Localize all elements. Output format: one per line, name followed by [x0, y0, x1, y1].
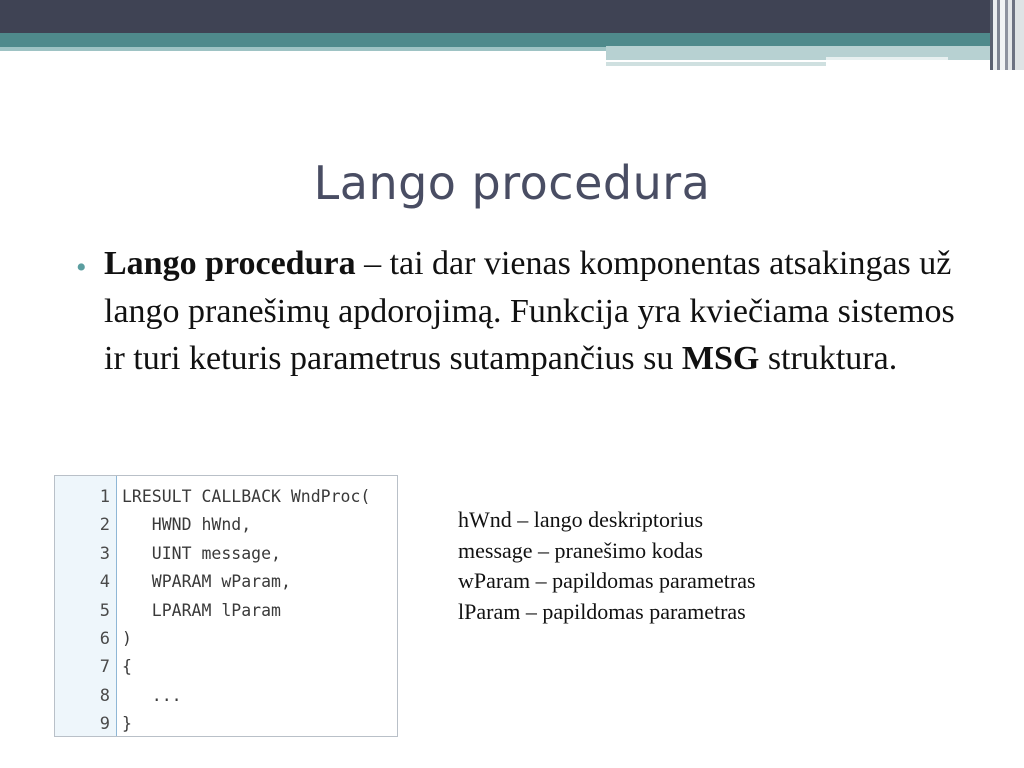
bullet-term: Lango procedura: [104, 245, 356, 282]
header-band-dark: [0, 0, 1024, 33]
parameter-item: hWnd – lango deskriptorius: [458, 507, 704, 532]
line-number: 1: [99, 487, 110, 507]
line-number: 5: [99, 600, 110, 621]
code-line: HWND hWnd,: [122, 515, 252, 535]
parameter-item: message – pranešimo kodas: [458, 537, 703, 563]
line-number: 7: [99, 657, 110, 678]
code-line: WPARAM wParam,: [122, 572, 291, 592]
code-line: LPARAM lParam: [122, 600, 281, 620]
bullet-list: [76, 240, 956, 383]
header-band-teal: [0, 33, 1024, 47]
code-line: ...: [122, 685, 182, 705]
header-stripes: [990, 0, 1024, 70]
parameter-item: wParam – papildomas parametras: [458, 568, 756, 593]
bullet-text-end: struktura.: [759, 340, 898, 377]
line-number: 3: [99, 543, 110, 564]
line-number: 8: [99, 685, 110, 706]
code-line: {: [122, 657, 132, 677]
line-number-gutter: [55, 476, 117, 736]
header-accent-line: [606, 62, 826, 66]
slide-title: Lango procedura: [313, 156, 711, 210]
parameter-item: lParam – papildomas parametras: [458, 598, 746, 624]
msg-keyword: MSG: [681, 340, 760, 377]
header-accent-line: [826, 57, 948, 60]
bullet-item: [104, 240, 956, 383]
line-number: 9: [99, 714, 110, 735]
bullet-icon: •: [76, 251, 87, 284]
line-number: 2: [99, 515, 110, 536]
line-number: 4: [99, 572, 110, 593]
header-band-light: [0, 47, 610, 51]
code-lines: [117, 476, 397, 736]
code-line: }: [122, 714, 132, 734]
code-line: UINT message,: [122, 543, 281, 563]
code-snippet-image: [54, 475, 398, 737]
code-line: LRESULT CALLBACK WndProc(: [122, 487, 371, 506]
parameter-list: [458, 505, 756, 627]
bullet-text: – tai dar vienas komponentas atsakingas už lango pranešimų apdorojimą. Funkcija yra kviečiama sistemos ir turi keturis parametrus sutampančius su: [104, 245, 955, 377]
line-number: 6: [99, 628, 110, 649]
code-line: ): [122, 628, 132, 648]
